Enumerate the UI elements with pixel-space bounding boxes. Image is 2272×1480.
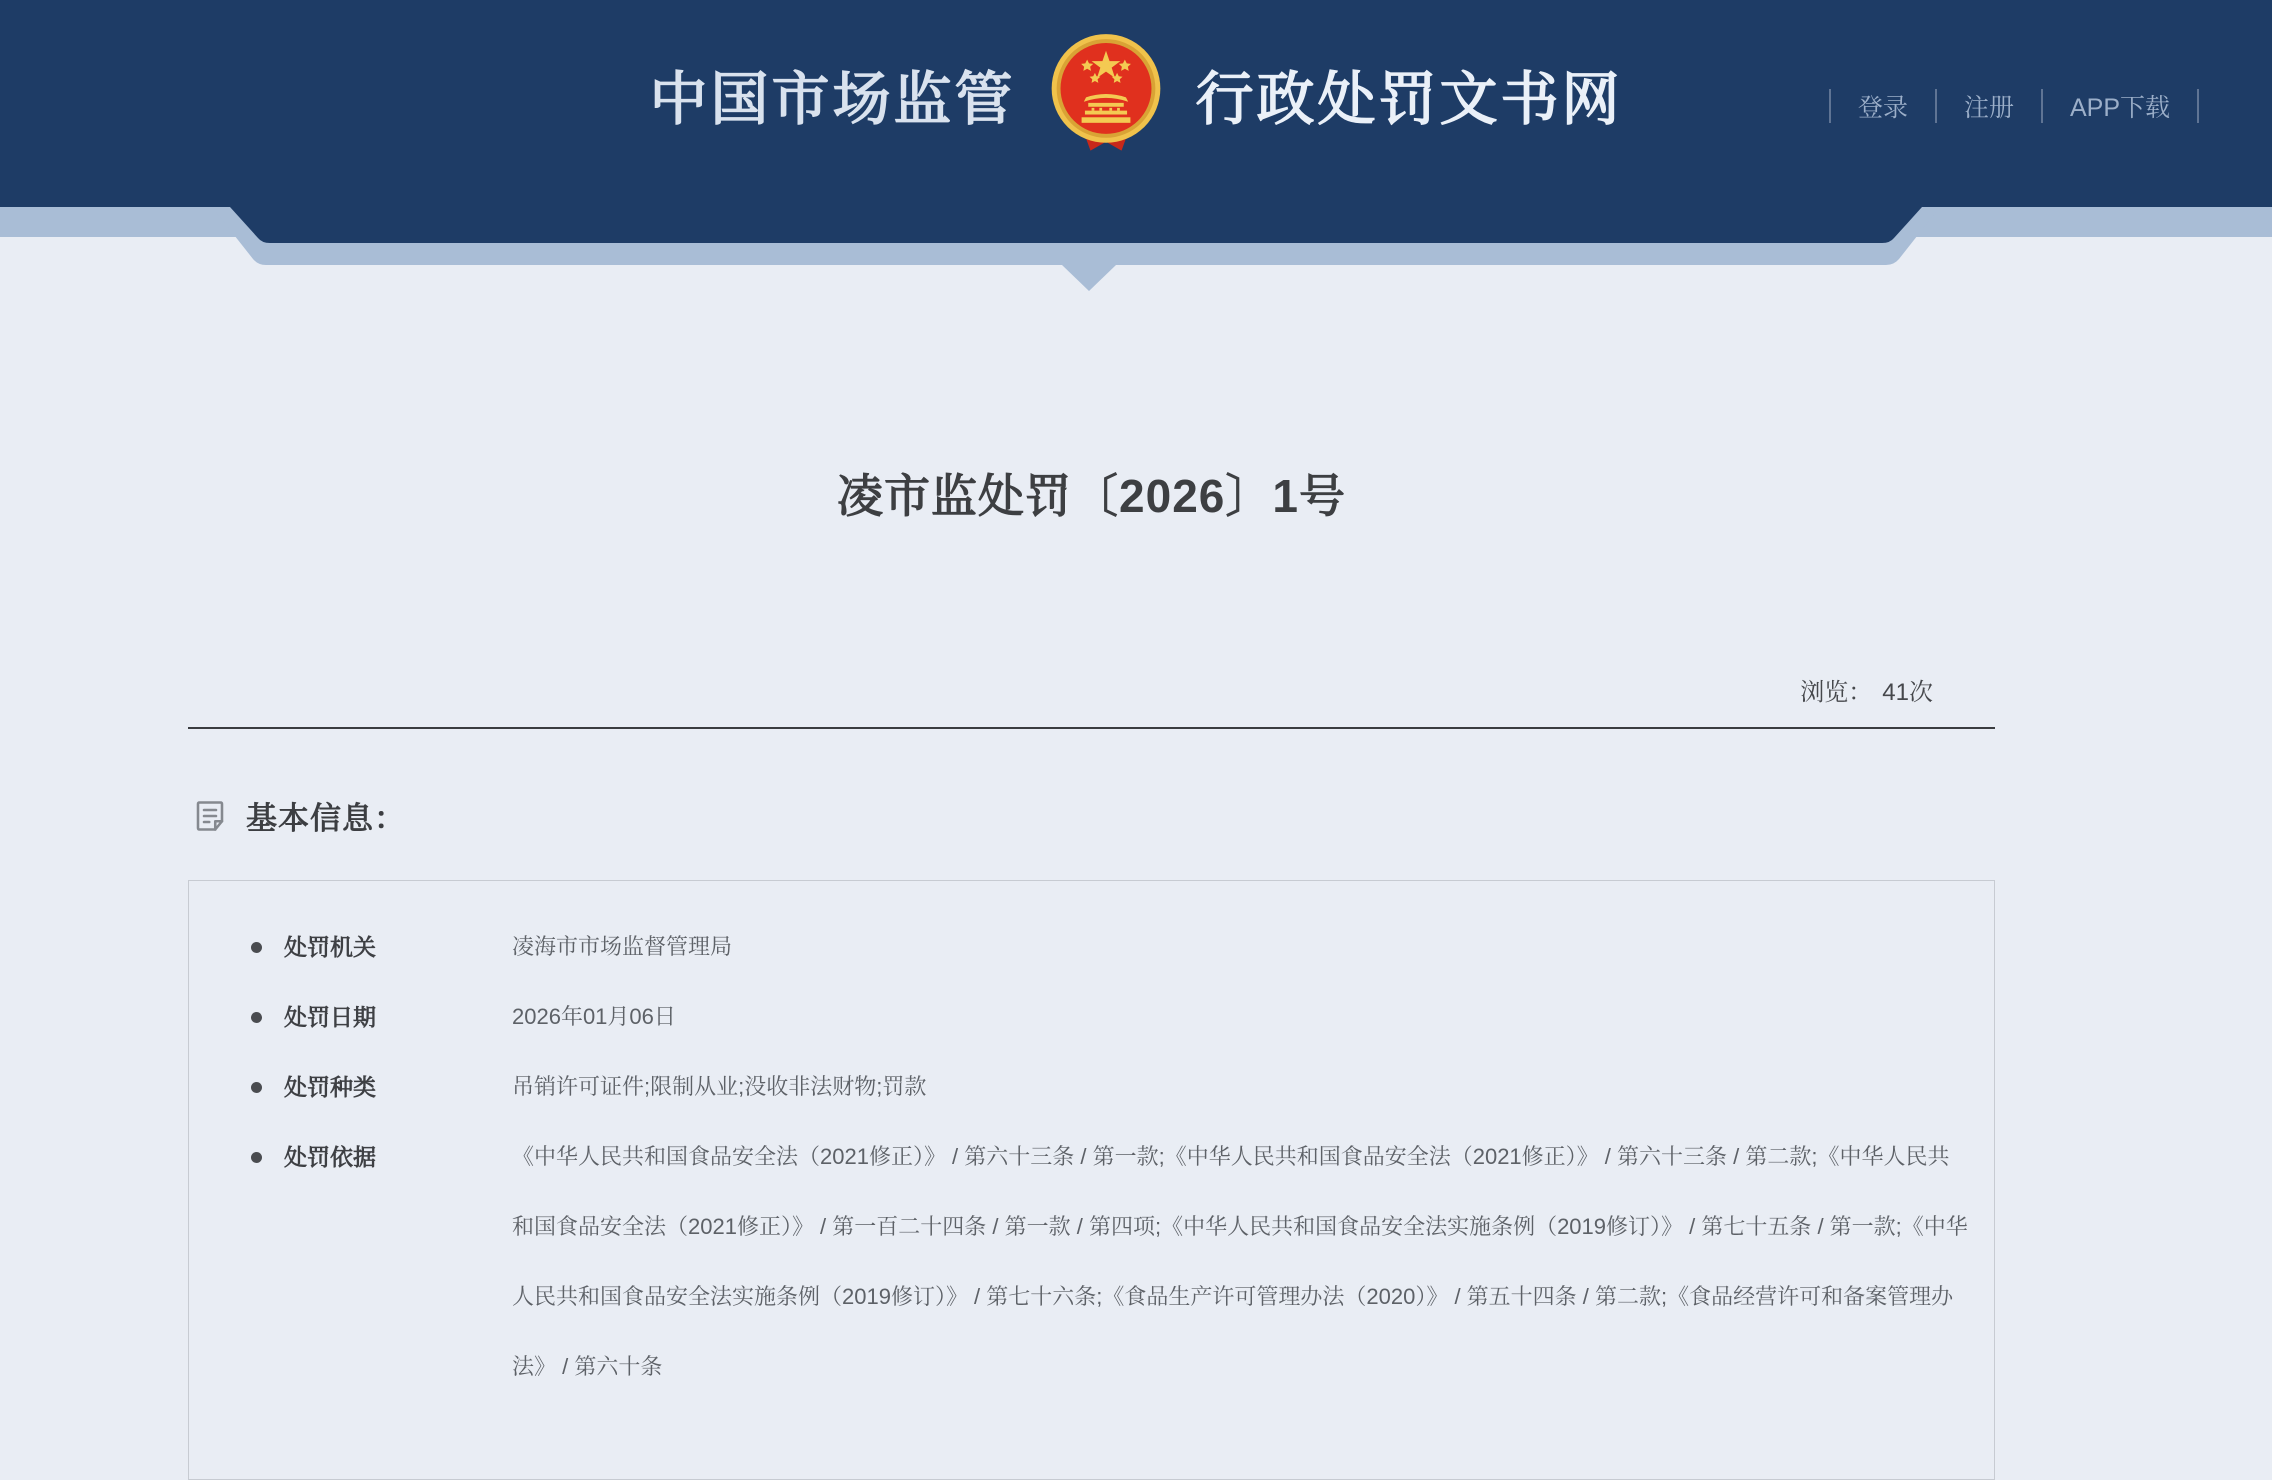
national-emblem-icon <box>1050 33 1162 155</box>
bullet-icon <box>251 1082 262 1093</box>
bullet-icon <box>251 942 262 953</box>
bullet-icon <box>251 1012 262 1023</box>
info-row-penalty-type <box>251 1052 1969 1122</box>
login-link[interactable]: 登录 <box>1857 94 1908 122</box>
app-download-link[interactable]: APP下载 <box>2069 94 2170 122</box>
views-count: 41次 <box>1882 679 1933 706</box>
site-brand <box>0 0 2272 160</box>
bullet-icon <box>251 1152 262 1163</box>
auth-links <box>1802 86 2226 126</box>
site-title-right: 行政处罚文书网 <box>1195 67 1623 132</box>
basic-info-title: 基本信息： <box>246 801 406 836</box>
main-content <box>188 460 1995 1480</box>
header-tab-decoration <box>0 207 2272 297</box>
divider <box>1829 89 1831 123</box>
field-label: 处罚依据 <box>284 1144 376 1170</box>
site-header <box>0 0 2272 207</box>
field-label: 处罚日期 <box>284 1004 376 1030</box>
field-value: 吊销许可证件;限制从业;没收非法财物;罚款 <box>512 1074 927 1099</box>
divider <box>2197 89 2199 123</box>
field-label: 处罚种类 <box>284 1074 376 1100</box>
field-value: 《中华人民共和国食品安全法（2021修正）》 / 第六十三条 / 第一款;《中华人民共和国食品安全法（2021修正）》 / 第六十三条 / 第二款;《中华人民共和国食品安全法（2021修正）》 / 第一百二十四条 / 第一款 / 第四项;《中华人民共和国食品安全法实施条例（2019修订）》 / 第七十五条 / 第一款;《中华人民共和国食品安全法实施条例（2019修订）》 / 第七十六条;《食品生产许可管理办法（2020）》 / 第五十四条 / 第二款;《食品经营许可和备案管理办法》 / 第六十条 <box>512 1144 1968 1379</box>
basic-info-panel <box>188 880 1995 1480</box>
field-label: 处罚机关 <box>284 934 376 960</box>
field-value: 2026年01月06日 <box>512 1004 676 1029</box>
views-label: 浏览： <box>1800 679 1873 706</box>
info-row-penalty-date <box>251 982 1969 1052</box>
field-value: 凌海市市场监督管理局 <box>512 934 733 959</box>
register-link[interactable]: 注册 <box>1963 94 2014 122</box>
divider <box>1935 89 1937 123</box>
info-row-penalty-basis <box>251 1122 1969 1402</box>
site-title-left: 中国市场监管 <box>649 67 1016 132</box>
info-row-penalty-authority <box>251 912 1969 982</box>
views-row <box>188 672 1995 729</box>
basic-info-section-header <box>188 793 1995 838</box>
document-icon <box>192 798 228 834</box>
document-title: 凌市监处罚〔2026〕1号 <box>837 470 1346 522</box>
divider <box>2041 89 2043 123</box>
